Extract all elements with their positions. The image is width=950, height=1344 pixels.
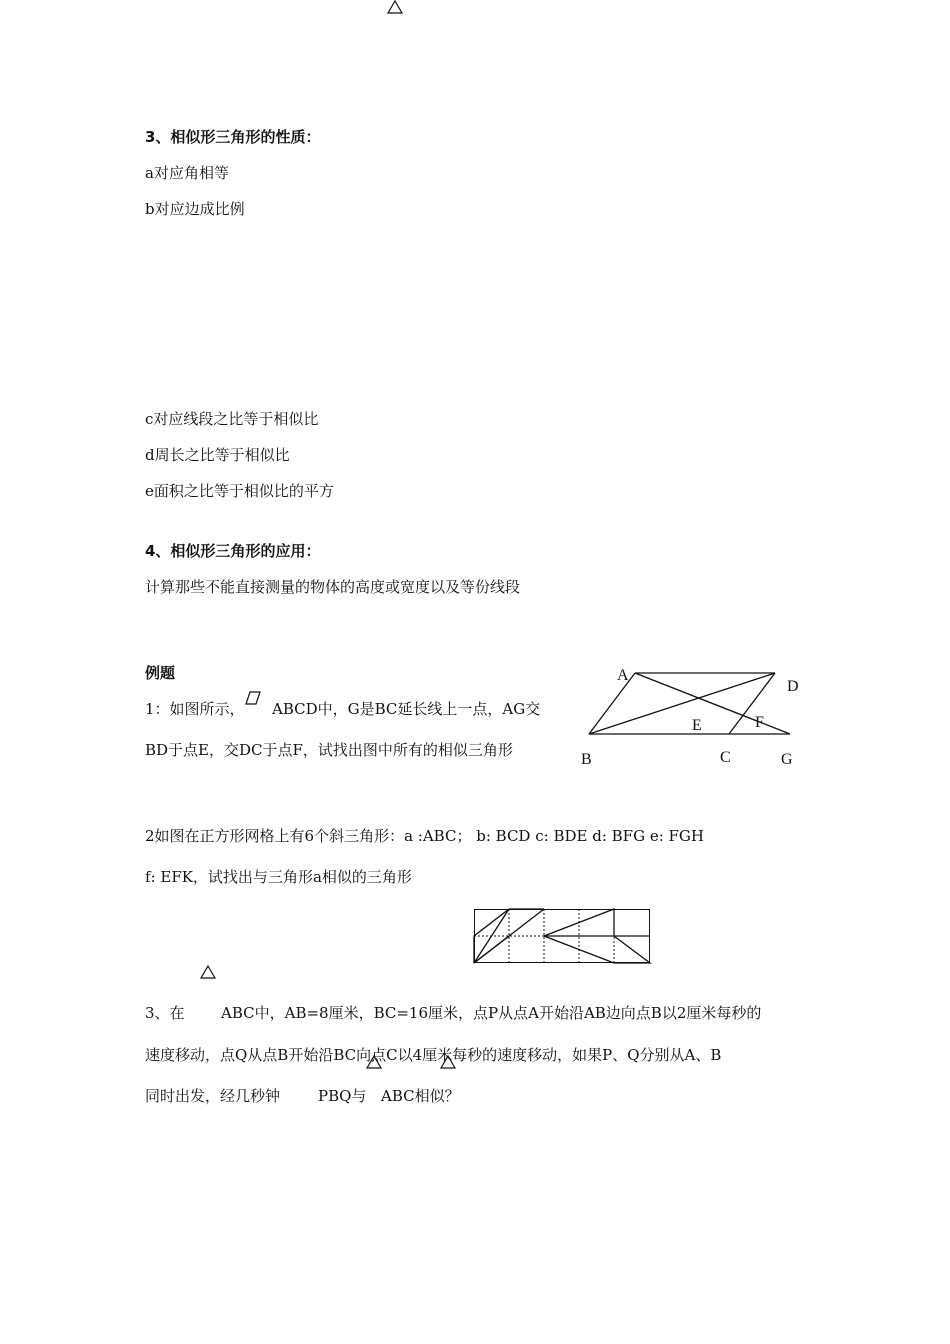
figure1-label-E: E bbox=[692, 717, 702, 734]
figure1-label-G: G bbox=[781, 751, 793, 768]
example3-line1b: ABC中，AB=8厘米，BC=16厘米，点P从点A开始沿AB边向点B以2厘米每秒的 bbox=[221, 1004, 762, 1022]
section3-item-b: b对应边成比例 bbox=[145, 200, 245, 218]
figure1-label-F: F bbox=[755, 714, 764, 731]
example1-line2: BD于点E，交DC于点F，试找出图中所有的相似三角形 bbox=[145, 741, 513, 759]
example3-line3b: PBQ与 bbox=[318, 1087, 367, 1105]
example1-line1a: 1：如图所示， bbox=[145, 700, 245, 718]
example3-line3a: 同时出发，经几秒钟 bbox=[145, 1087, 281, 1105]
figure1-label-C: C bbox=[720, 749, 731, 766]
section4-body: 计算那些不能直接测量的物体的高度或宽度以及等份线段 bbox=[145, 578, 521, 596]
parallelogram-icon bbox=[245, 691, 261, 705]
section4-title: 4、相似形三角形的应用： bbox=[145, 542, 321, 560]
triangle-symbol-icon bbox=[387, 0, 403, 14]
example2-line2: f: EFK，试找出与三角形a相似的三角形 bbox=[145, 868, 412, 886]
example2-line1: 2如图在正方形网格上有6个斜三角形：a :ABC； b: BCD c: BDE d: BFG e: FGH bbox=[145, 827, 704, 845]
example3-line1a: 3、在 bbox=[145, 1004, 185, 1022]
grid-triangles-figure bbox=[474, 909, 652, 965]
figure1-label-D: D bbox=[787, 678, 799, 695]
section3-item-e: e面积之比等于相似比的平方 bbox=[145, 482, 334, 500]
example3-line2: 速度移动，点Q从点B开始沿BC向点C以4厘米每秒的速度移动，如果P、Q分别从A、B bbox=[145, 1046, 722, 1064]
triangle-symbol-icon bbox=[366, 1055, 382, 1069]
section3-item-d: d周长之比等于相似比 bbox=[145, 446, 290, 464]
figure1-label-A: A bbox=[617, 667, 629, 684]
triangle-symbol-icon bbox=[440, 1055, 456, 1069]
triangle-symbol-icon bbox=[200, 965, 216, 979]
figure1-label-B: B bbox=[581, 751, 592, 768]
example3-line3c: ABC相似？ bbox=[381, 1087, 460, 1105]
section3-item-a: a对应角相等 bbox=[145, 164, 229, 182]
section3-item-c: c对应线段之比等于相似比 bbox=[145, 410, 319, 428]
example1-line1b: ABCD中，G是BC延长线上一点，AG交 bbox=[272, 700, 541, 718]
section3-title: 3、相似形三角形的性质： bbox=[145, 128, 321, 146]
examples-title: 例题 bbox=[145, 664, 176, 682]
